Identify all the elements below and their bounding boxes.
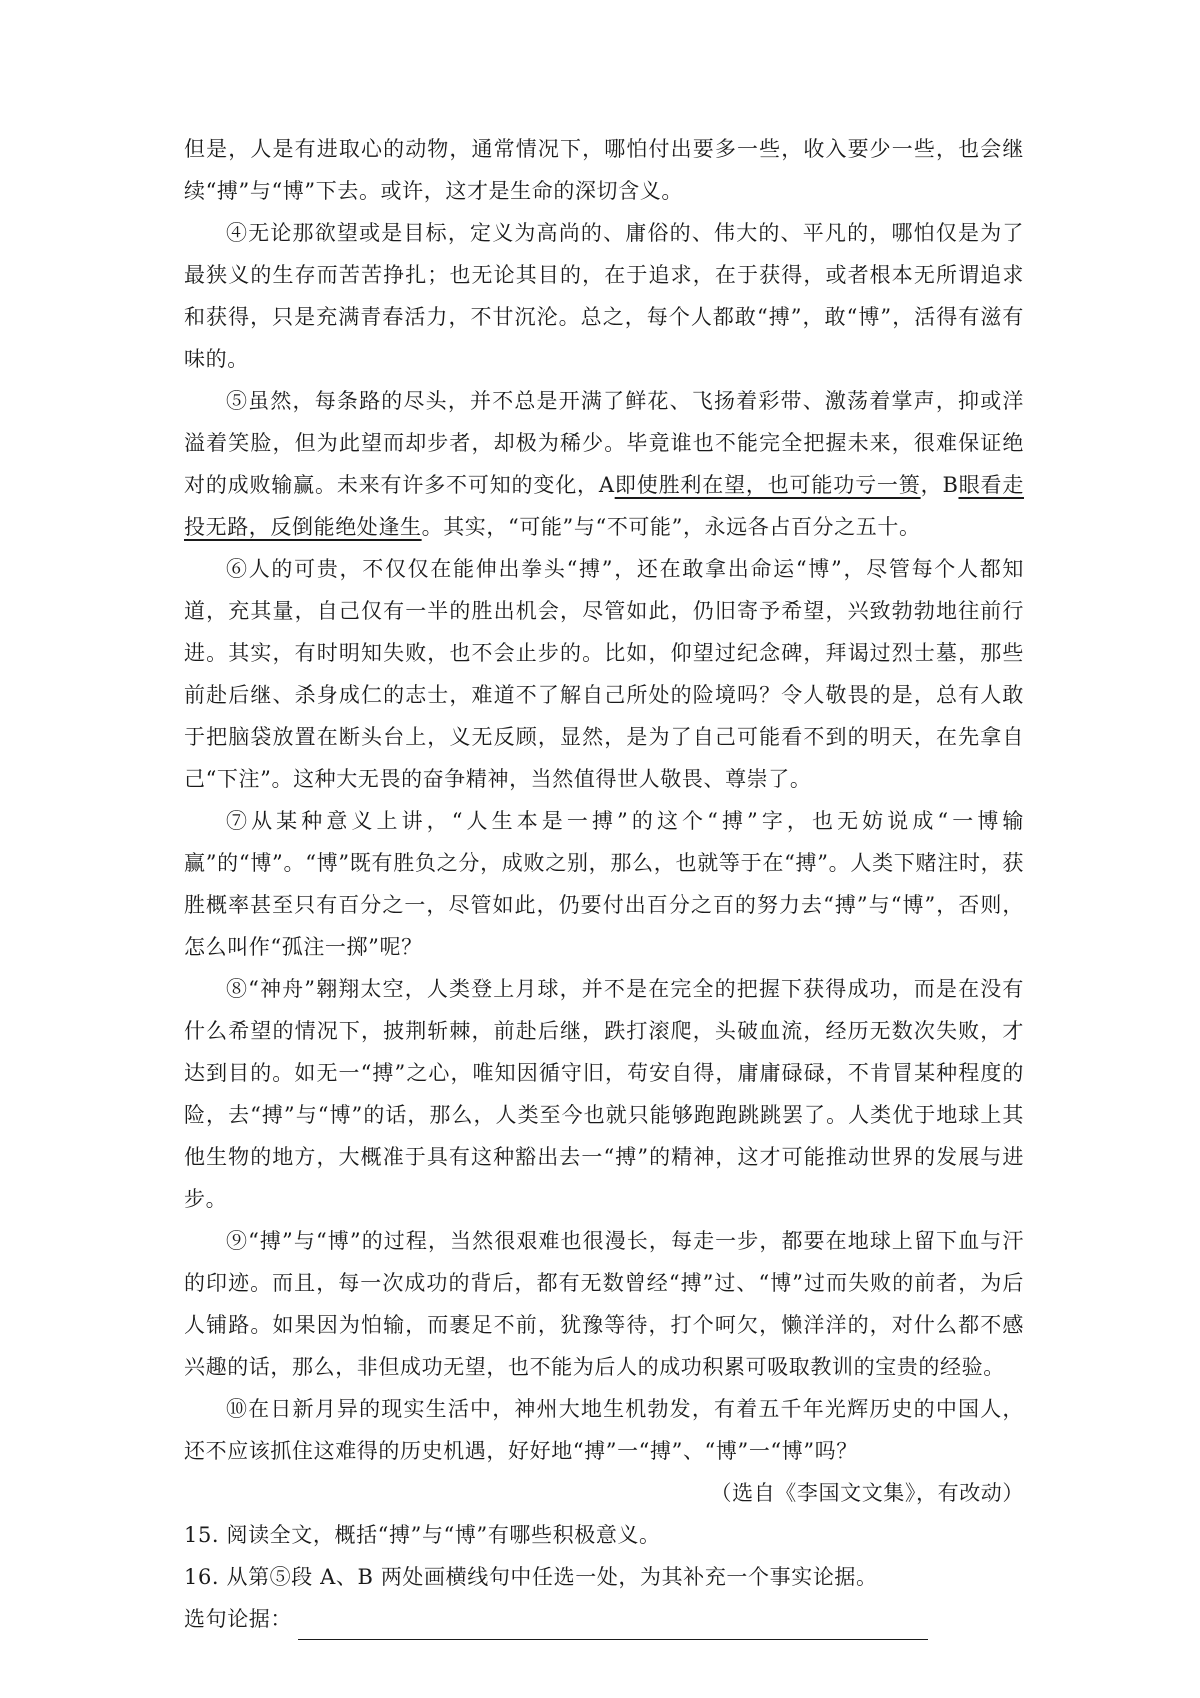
answer-label: 选句论据：: [184, 1607, 292, 1631]
underlined-sentence-b: 眼看走投无路，反倒能绝处逢生: [184, 473, 1024, 539]
paragraph-9: ⑨“搏”与“博”的过程，当然很艰难也很漫长，每走一步，都要在地球上留下血与汗的印迹。而且，每一次成功的背后，都有无数曾经“搏”过、“博”过而失败的前者，为后人铺路。如果因为怕输，而裹足不前，犹豫等待，打个呵欠，懒洋洋的，对什么都不感兴趣的话，那么，非但成功无望，也不能为后人的成功积累可吸取教训的宝贵的经验。: [184, 1229, 1024, 1379]
paragraph-5-text-c: 。其实，“可能”与“不可能”，永远各占百分之五十。: [421, 515, 921, 539]
paragraph-intro: 但是，人是有进取心的动物，通常情况下，哪怕付出要多一些，收入要少一些，也会继续“搏”与“博”下去。或许，这才是生命的深切含义。: [184, 137, 1024, 203]
question-16: 16. 从第⑤段 A、B 两处画横线句中任选一处，为其补充一个事实论据。: [184, 1565, 878, 1589]
answer-blank-line[interactable]: [298, 1609, 928, 1640]
paragraph-8: ⑧“神舟”翱翔太空，人类登上月球，并不是在完全的把握下获得成功，而是在没有什么希望的情况下，披荆斩棘，前赴后继，跌打滚爬，头破血流，经历无数次失败，才达到目的。如无一“搏”之心，唯知因循守旧，苟安自得，庸庸碌碌，不肯冒某种程度的险，去“搏”与“博”的话，那么，人类至今也就只能够跑跑跳跳罢了。人类优于地球上其他生物的地方，大概准于具有这种豁出去一“搏”的精神，这才可能推动世界的发展与进步。: [184, 977, 1024, 1211]
paragraph-5-text-b: ，B: [920, 473, 959, 497]
paragraph-6: ⑥人的可贵，不仅仅在能伸出拳头“搏”，还在敢拿出命运“博”，尽管每个人都知道，充其量，自己仅有一半的胜出机会，尽管如此，仍旧寄予希望，兴致勃勃地往前行进。其实，有时明知失败，也不会止步的。比如，仰望过纪念碑，拜谒过烈士墓，那些前赴后继、杀身成仁的志士，难道不了解自己所处的险境吗？令人敬畏的是，总有人敢于把脑袋放置在断头台上，义无反顾，显然，是为了自己可能看不到的明天，在先拿自己“下注”。这种大无畏的奋争精神，当然值得世人敬畏、尊崇了。: [184, 557, 1024, 791]
paragraph-10: ⑩在日新月异的现实生活中，神州大地生机勃发，有着五千年光辉历史的中国人，还不应该抓住这难得的历史机遇，好好地“搏”一“搏”、“博”一“博”吗？: [184, 1397, 1024, 1463]
source-citation: （选自《李国文文集》，有改动）: [710, 1481, 1024, 1505]
answer-row: [184, 1598, 1024, 1640]
paragraph-5: [184, 380, 1024, 548]
paragraph-4: ④无论那欲望或是目标，定义为高尚的、庸俗的、伟大的、平凡的，哪怕仅是为了最狭义的生存而苦苦挣扎；也无论其目的，在于追求，在于获得，或者根本无所谓追求和获得，只是充满青春活力，不甘沉沦。总之，每个人都敢“搏”，敢“博”，活得有滋有味的。: [184, 221, 1024, 371]
paragraph-5-text-a: ⑤虽然，每条路的尽头，并不总是开满了鲜花、飞扬着彩带、激荡着掌声，抑或洋溢着笑脸，但为此望而却步者，却极为稀少。毕竟谁也不能完全把握未来，很难保证绝对的成败输赢。未来有许多不可知的变化，A: [184, 389, 1024, 497]
question-15: 15. 阅读全文，概括“搏”与“博”有哪些积极意义。: [184, 1523, 661, 1547]
essay-body: [184, 128, 1024, 1640]
underlined-sentence-a: 即使胜利在望，也可能功亏一篑: [614, 473, 921, 497]
paragraph-7: ⑦从某种意义上讲，“人生本是一搏”的这个“搏”字，也无妨说成“一博输赢”的“博”。“博”既有胜负之分，成败之别，那么，也就等于在“搏”。人类下赌注时，获胜概率甚至只有百分之一，尽管如此，仍要付出百分之百的努力去“搏”与“博”，否则，怎么叫作“孤注一掷”呢？: [184, 809, 1024, 959]
